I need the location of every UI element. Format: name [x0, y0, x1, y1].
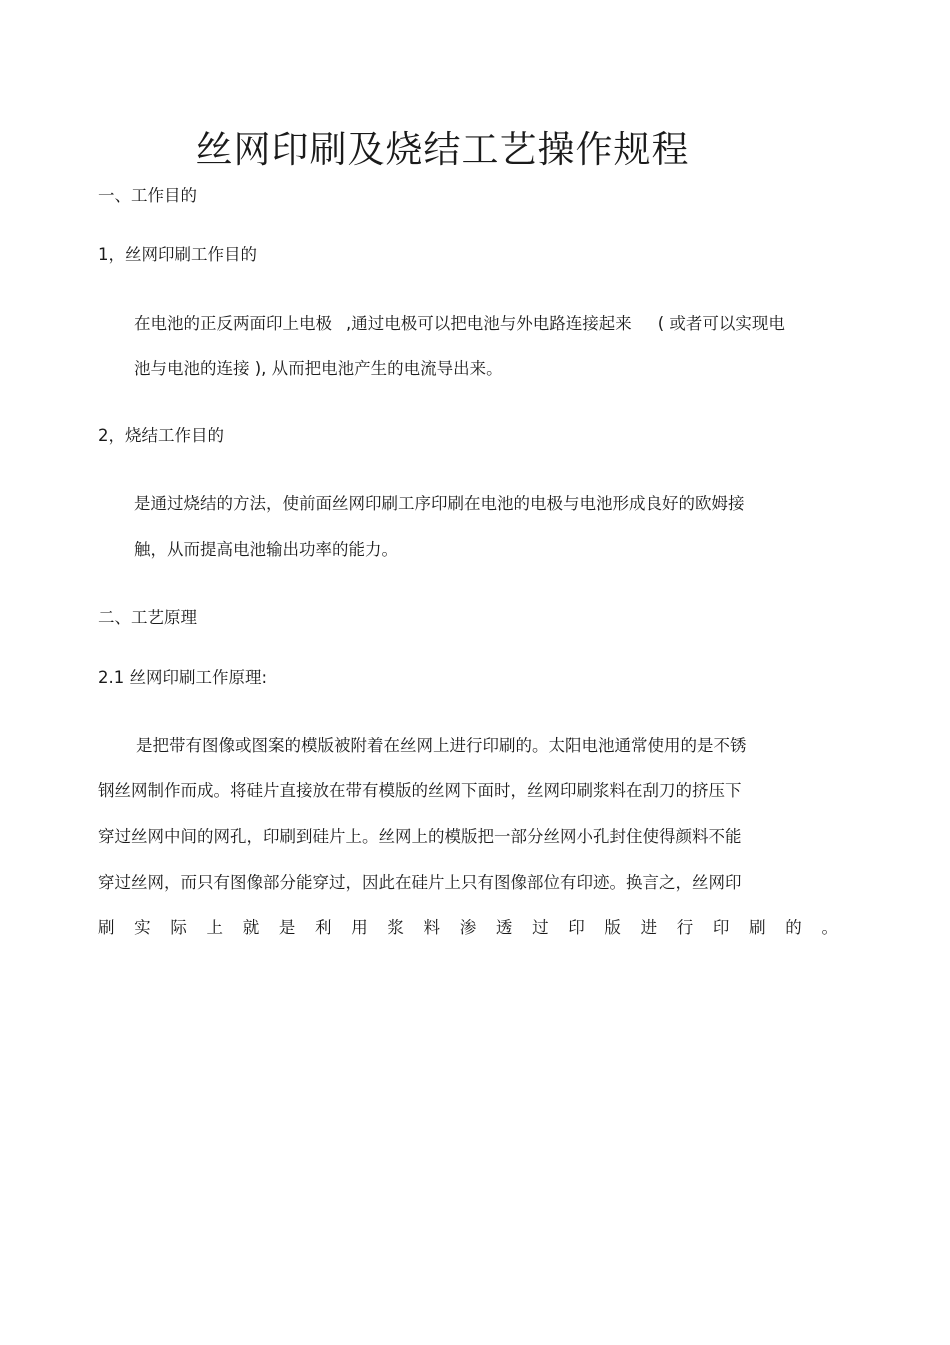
char: 料	[423, 918, 441, 937]
char: 渗	[459, 918, 477, 937]
char: 浆	[387, 918, 404, 937]
paragraph-line: 是通过烧结的方法，使前面丝网印刷工序印刷在电池的电极与电池形成良好的欧姆接	[134, 494, 745, 513]
char: 过	[532, 918, 549, 937]
paragraph-line	[134, 312, 785, 336]
char: 印	[712, 918, 730, 937]
section-1-heading: 一、工作目的	[98, 186, 197, 205]
char: 行	[676, 918, 694, 937]
paragraph-line: 触，从而提高电池输出功率的能力。	[134, 540, 398, 559]
char: 是	[278, 918, 296, 937]
char: 实	[134, 918, 151, 937]
char: 版	[604, 918, 621, 937]
paragraph-line: 是把带有图像或图案的模版被附着在丝网上进行印刷的。太阳电池通常使用的是不锈	[136, 736, 747, 755]
char: 用	[351, 918, 368, 937]
text-segment: 在电池的正反两面印上电极	[134, 314, 332, 333]
char: 。	[821, 918, 838, 937]
paragraph-last-line	[98, 916, 838, 940]
char: 印	[568, 918, 585, 937]
document-title: 丝网印刷及烧结工艺操作规程	[195, 128, 690, 171]
text-segment: ,通过电极可以把电池与外电路连接起来	[346, 314, 632, 333]
text-segment: ( 或者可以实现电	[657, 314, 785, 333]
char: 就	[242, 918, 260, 937]
subsection-1-2-heading: 2，烧结工作目的	[98, 426, 224, 445]
char: 刷	[749, 918, 766, 937]
char: 的	[785, 918, 802, 937]
char: 利	[315, 918, 332, 937]
char: 上	[206, 918, 224, 937]
subsection-1-1-heading: 1，丝网印刷工作目的	[98, 245, 257, 264]
char: 际	[170, 918, 187, 937]
paragraph-line: 池与电池的连接 ), 从而把电池产生的电流导出来。	[134, 359, 503, 378]
paragraph-line: 穿过丝网中间的网孔，印刷到硅片上。丝网上的模版把一部分丝网小孔封住使得颜料不能	[98, 827, 742, 846]
char: 刷	[98, 918, 115, 937]
subsection-2-1-heading: 2.1 丝网印刷工作原理:	[98, 668, 268, 687]
char: 透	[495, 918, 513, 937]
section-2-heading: 二、工艺原理	[98, 608, 197, 627]
char: 进	[640, 918, 658, 937]
paragraph-line: 钢丝网制作而成。将硅片直接放在带有模版的丝网下面时，丝网印刷浆料在刮刀的挤压下	[98, 781, 742, 800]
paragraph-line: 穿过丝网，而只有图像部分能穿过，因此在硅片上只有图像部位有印迹。换言之，丝网印	[98, 873, 742, 892]
